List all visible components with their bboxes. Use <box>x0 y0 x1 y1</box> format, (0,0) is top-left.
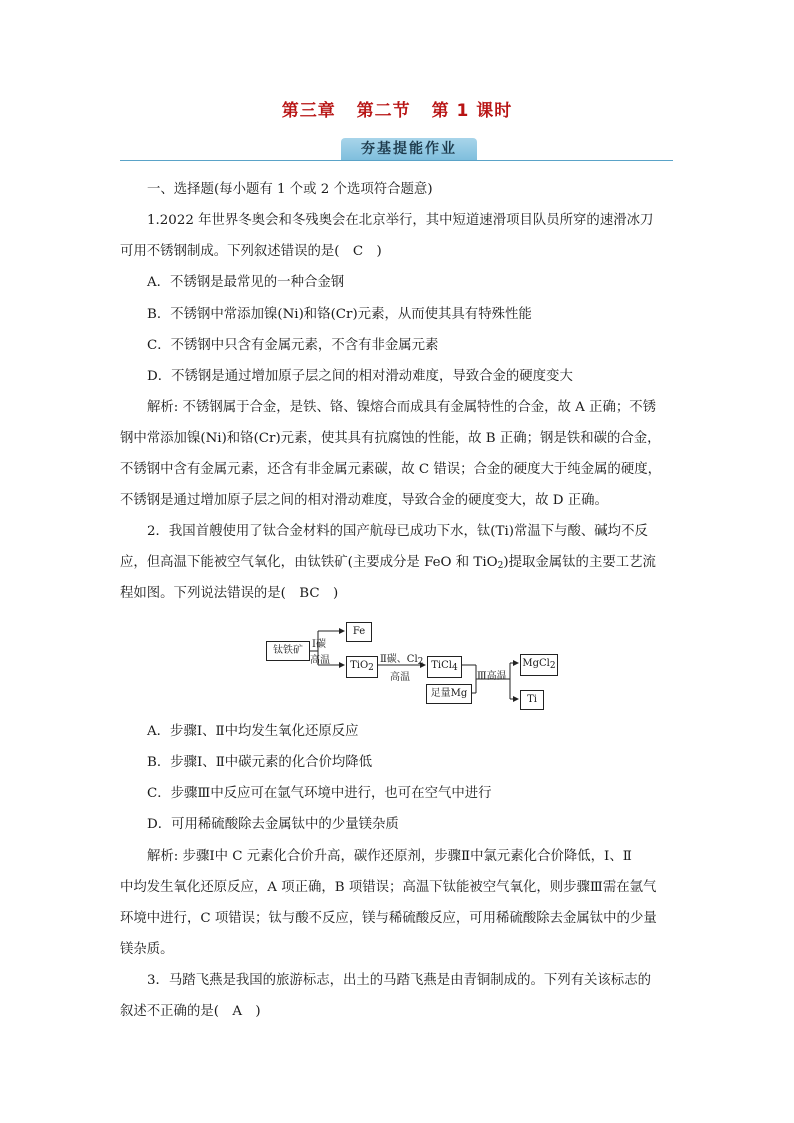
step3-label: Ⅲ高温 <box>477 671 507 682</box>
q3-stem-line1: 3．马踏飞燕是我国的旅游标志，出土的马踏飞燕是由青铜制成的。下列有关该标志的 <box>147 973 651 988</box>
q2-analysis-line4: 镁杂质。 <box>120 942 174 957</box>
q1-stem-line1: 1.2022 年世界冬奥会和冬残奥会在北京举行，其中短道速滑项目队员所穿的速滑冰刀 <box>147 213 654 228</box>
lesson-label: 第 1 课时 <box>431 101 513 121</box>
q2-option-d: D．可用稀硫酸除去金属钛中的少量镁杂质 <box>147 817 399 832</box>
step2-top-label: Ⅱ碳、$Cl_2$ <box>380 654 424 667</box>
chapter-label: 第三章 <box>281 101 336 121</box>
header-divider <box>120 160 673 161</box>
q2-option-c: C．步骤Ⅲ中反应可在氩气环境中进行，也可在空气中进行 <box>147 786 492 801</box>
q1-analysis-line1: 解析: 不锈钢属于合金，是铁、铬、镍熔合而成具有金属特性的合金，故 A 正确；不锈 <box>147 400 657 415</box>
q1-option-b: B．不锈钢中常添加镍(Ni)和铬(Cr)元素，从而使其具有特殊性能 <box>147 307 532 322</box>
step1-top-label: Ⅰ碳 <box>312 639 326 650</box>
ore-box: 钛铁矿 <box>266 641 310 661</box>
q1-stem-line2: 可用不锈钢制成。下列叙述错误的是( C ) <box>120 244 382 259</box>
ticl4-box: TiCl$_4$ <box>427 656 462 678</box>
q1-option-a: A．不锈钢是最常见的一种合金钢 <box>147 275 345 290</box>
q2-option-b: B．步骤Ⅰ、Ⅱ中碳元素的化合价均降低 <box>147 755 373 770</box>
step2-bottom-label: 高温 <box>390 672 410 683</box>
q2-analysis-line1: 解析: 步骤Ⅰ中 C 元素化合价升高，碳作还原剂，步骤Ⅱ中氯元素化合价降低，Ⅰ、Ⅱ <box>147 849 632 864</box>
q2-analysis-line3: 环境中进行，C 项错误；钛与酸不反应，镁与稀硫酸反应，可用稀硫酸除去金属钛中的少量 <box>120 911 657 926</box>
mg-box: 足量Mg <box>426 684 472 704</box>
q3-stem-line2: 叙述不正确的是( A ) <box>120 1004 261 1019</box>
process-flow-diagram <box>262 617 562 705</box>
q2-stem-line1: 2．我国首艘使用了钛合金材料的国产航母已成功下水，钛(Ti)常温下与酸、碱均不反 <box>147 524 648 539</box>
tio2-box: TiO$_2$ <box>346 656 378 678</box>
mgcl2-box: MgCl$_2$ <box>520 654 558 676</box>
section-intro: 一、选择题(每小题有 1 个或 2 个选项符合题意) <box>147 182 433 197</box>
q1-analysis-line4: 不锈钢是通过增加原子层之间的相对滑动难度，导致合金的硬度变大，故 D 正确。 <box>120 493 608 508</box>
q2-stem-line2: 应，但高温下能被空气氧化，由钛铁矿(主要成分是 FeO 和 TiO$_2$)提取金属钛的主要工艺流 <box>120 555 656 571</box>
fe-box: Fe <box>346 622 372 642</box>
homework-badge: 夯基提能作业 <box>341 138 477 160</box>
section-label: 第二节 <box>356 101 411 121</box>
q1-analysis-line2: 钢中常添加镍(Ni)和铬(Cr)元素，使其具有抗腐蚀的性能，故 B 正确；钢是铁和碳的合金， <box>120 431 661 446</box>
step1-bottom-label: 高温 <box>310 655 330 666</box>
q2-stem-line3: 程如图。下列说法错误的是( BC ) <box>120 586 339 601</box>
q1-option-c: C．不锈钢中只含有金属元素，不含有非金属元素 <box>147 338 439 353</box>
ti-box: Ti <box>520 690 544 710</box>
q1-analysis-line3: 不锈钢中含有金属元素，还含有非金属元素碳，故 C 错误；合金的硬度大于纯金属的硬度， <box>120 462 661 477</box>
q1-option-d: D．不锈钢是通过增加原子层之间的相对滑动难度，导致合金的硬度变大 <box>147 369 573 384</box>
q2-option-a: A．步骤Ⅰ、Ⅱ中均发生氧化还原反应 <box>147 724 359 739</box>
page-title <box>0 96 794 121</box>
q2-analysis-line2: 中均发生氧化还原反应，A 项正确，B 项错误；高温下钛能被空气氧化，则步骤Ⅲ需在氩气 <box>120 880 657 895</box>
